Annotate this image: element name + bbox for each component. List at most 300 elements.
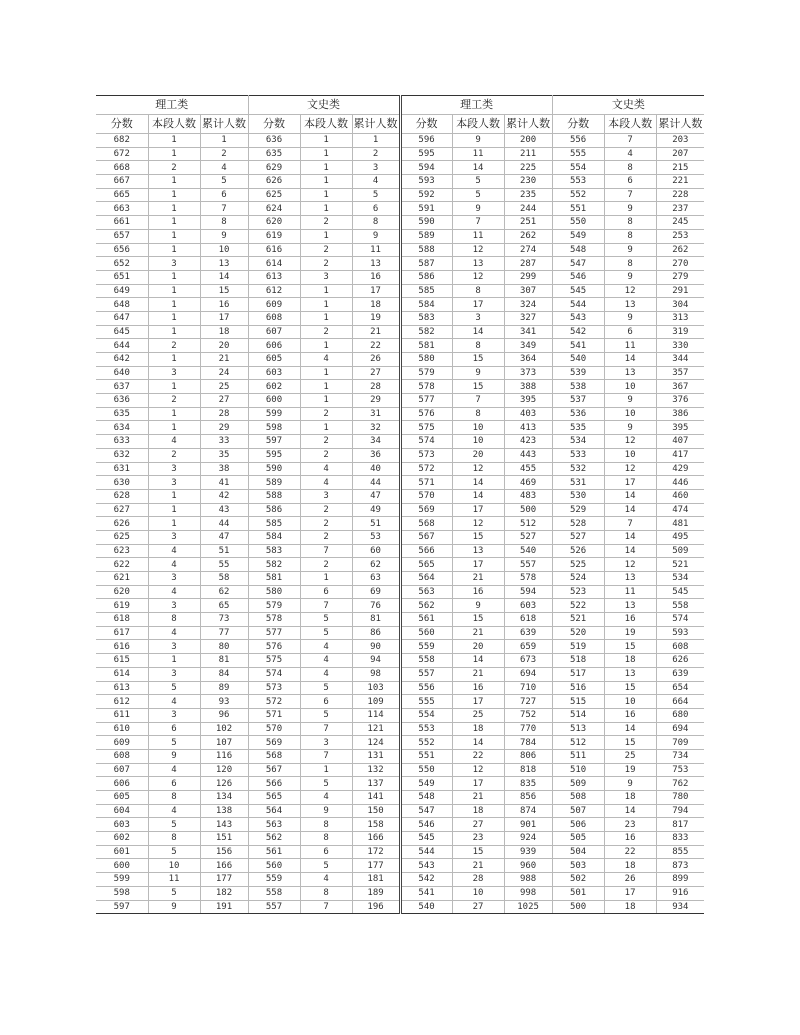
cell-count: 2 xyxy=(148,448,200,462)
cell-score: 544 xyxy=(400,845,452,859)
cell-score: 549 xyxy=(552,229,604,243)
col-header-cumulative: 累计人数 xyxy=(656,115,704,134)
cell-cumulative: 594 xyxy=(504,585,552,599)
cell-count: 8 xyxy=(148,791,200,805)
cell-count: 5 xyxy=(148,886,200,900)
cell-count: 2 xyxy=(300,325,352,339)
cell-count: 14 xyxy=(452,654,504,668)
cell-cumulative: 319 xyxy=(656,325,704,339)
cell-score: 592 xyxy=(400,188,452,202)
cell-count: 1 xyxy=(148,517,200,531)
cell-cumulative: 43 xyxy=(200,503,248,517)
cell-score: 551 xyxy=(400,749,452,763)
cell-cumulative: 299 xyxy=(504,270,552,284)
cell-count: 15 xyxy=(452,380,504,394)
cell-cumulative: 5 xyxy=(352,188,400,202)
cell-count: 1 xyxy=(300,763,352,777)
cell-count: 12 xyxy=(452,763,504,777)
cell-score: 550 xyxy=(552,216,604,230)
cell-count: 1 xyxy=(148,654,200,668)
table-row xyxy=(96,339,704,353)
cell-cumulative: 166 xyxy=(200,859,248,873)
cell-count: 1 xyxy=(300,202,352,216)
cell-cumulative: 527 xyxy=(504,530,552,544)
cell-score: 608 xyxy=(248,311,300,325)
cell-score: 630 xyxy=(96,476,148,490)
cell-count: 1 xyxy=(300,188,352,202)
cell-cumulative: 307 xyxy=(504,284,552,298)
cell-count: 4 xyxy=(300,791,352,805)
cell-count: 9 xyxy=(452,202,504,216)
table-row xyxy=(96,462,704,476)
cell-count: 10 xyxy=(604,380,656,394)
cell-cumulative: 177 xyxy=(200,873,248,887)
cell-score: 672 xyxy=(96,147,148,161)
cell-score: 599 xyxy=(248,407,300,421)
cell-count: 8 xyxy=(300,832,352,846)
cell-score: 551 xyxy=(552,202,604,216)
cell-count: 1 xyxy=(148,134,200,148)
cell-count: 5 xyxy=(452,188,504,202)
cell-cumulative: 114 xyxy=(352,708,400,722)
cell-cumulative: 7 xyxy=(200,202,248,216)
cell-count: 12 xyxy=(452,517,504,531)
cell-count: 12 xyxy=(452,270,504,284)
cell-cumulative: 126 xyxy=(200,777,248,791)
cell-cumulative: 806 xyxy=(504,749,552,763)
cell-cumulative: 134 xyxy=(200,791,248,805)
cell-score: 628 xyxy=(96,489,148,503)
cell-cumulative: 855 xyxy=(656,845,704,859)
cell-score: 519 xyxy=(552,640,604,654)
cell-score: 550 xyxy=(400,763,452,777)
cell-count: 2 xyxy=(300,503,352,517)
cell-cumulative: 63 xyxy=(352,572,400,586)
cell-score: 502 xyxy=(552,873,604,887)
cell-count: 16 xyxy=(604,613,656,627)
cell-score: 600 xyxy=(96,859,148,873)
cell-cumulative: 69 xyxy=(352,585,400,599)
cell-score: 637 xyxy=(96,380,148,394)
cell-count: 4 xyxy=(300,640,352,654)
cell-count: 12 xyxy=(452,462,504,476)
cell-cumulative: 137 xyxy=(352,777,400,791)
cell-cumulative: 324 xyxy=(504,298,552,312)
cell-count: 1 xyxy=(300,366,352,380)
col-header-cumulative: 累计人数 xyxy=(504,115,552,134)
cell-count: 1 xyxy=(300,380,352,394)
cell-score: 533 xyxy=(552,448,604,462)
table-row xyxy=(96,188,704,202)
cell-count: 3 xyxy=(300,489,352,503)
cell-score: 598 xyxy=(248,421,300,435)
cell-cumulative: 901 xyxy=(504,818,552,832)
cell-cumulative: 593 xyxy=(656,626,704,640)
cell-score: 645 xyxy=(96,325,148,339)
table-row xyxy=(96,530,704,544)
cell-cumulative: 22 xyxy=(352,339,400,353)
group-header-row xyxy=(96,96,704,115)
cell-score: 530 xyxy=(552,489,604,503)
cell-score: 572 xyxy=(248,695,300,709)
cell-count: 1 xyxy=(148,421,200,435)
table-row xyxy=(96,134,704,148)
cell-score: 588 xyxy=(248,489,300,503)
cell-cumulative: 710 xyxy=(504,681,552,695)
cell-score: 649 xyxy=(96,284,148,298)
cell-count: 18 xyxy=(604,859,656,873)
cell-count: 12 xyxy=(604,462,656,476)
cell-score: 585 xyxy=(400,284,452,298)
cell-score: 586 xyxy=(400,270,452,284)
cell-cumulative: 230 xyxy=(504,175,552,189)
cell-cumulative: 13 xyxy=(352,257,400,271)
cell-cumulative: 664 xyxy=(656,695,704,709)
cell-cumulative: 166 xyxy=(352,832,400,846)
cell-count: 7 xyxy=(300,722,352,736)
cell-count: 12 xyxy=(604,284,656,298)
cell-cumulative: 578 xyxy=(504,572,552,586)
cell-cumulative: 1 xyxy=(200,134,248,148)
cell-cumulative: 10 xyxy=(200,243,248,257)
cell-score: 561 xyxy=(400,613,452,627)
col-header-score: 分数 xyxy=(400,115,452,134)
cell-score: 537 xyxy=(552,394,604,408)
cell-count: 18 xyxy=(604,654,656,668)
cell-cumulative: 138 xyxy=(200,804,248,818)
cell-cumulative: 8 xyxy=(352,216,400,230)
cell-cumulative: 423 xyxy=(504,435,552,449)
cell-cumulative: 200 xyxy=(504,134,552,148)
cell-cumulative: 26 xyxy=(352,353,400,367)
cell-cumulative: 9 xyxy=(200,229,248,243)
cell-score: 606 xyxy=(248,339,300,353)
cell-cumulative: 469 xyxy=(504,476,552,490)
cell-cumulative: 270 xyxy=(656,257,704,271)
cell-score: 613 xyxy=(248,270,300,284)
table-row xyxy=(96,243,704,257)
cell-cumulative: 33 xyxy=(200,435,248,449)
cell-count: 10 xyxy=(148,859,200,873)
cell-score: 568 xyxy=(248,749,300,763)
cell-score: 561 xyxy=(248,845,300,859)
table-row xyxy=(96,749,704,763)
cell-count: 8 xyxy=(452,407,504,421)
cell-count: 6 xyxy=(300,695,352,709)
cell-count: 4 xyxy=(300,667,352,681)
cell-score: 510 xyxy=(552,763,604,777)
cell-score: 503 xyxy=(552,859,604,873)
cell-cumulative: 44 xyxy=(200,517,248,531)
cell-score: 501 xyxy=(552,886,604,900)
cell-score: 603 xyxy=(96,818,148,832)
cell-cumulative: 376 xyxy=(656,394,704,408)
cell-cumulative: 262 xyxy=(504,229,552,243)
cell-count: 5 xyxy=(148,845,200,859)
cell-cumulative: 53 xyxy=(352,530,400,544)
cell-cumulative: 794 xyxy=(656,804,704,818)
cell-cumulative: 15 xyxy=(200,284,248,298)
cell-count: 1 xyxy=(300,175,352,189)
cell-count: 3 xyxy=(300,736,352,750)
table-row xyxy=(96,366,704,380)
cell-cumulative: 65 xyxy=(200,599,248,613)
table-row xyxy=(96,832,704,846)
cell-cumulative: 694 xyxy=(656,722,704,736)
cell-score: 617 xyxy=(96,626,148,640)
cell-score: 599 xyxy=(96,873,148,887)
cell-score: 596 xyxy=(400,134,452,148)
cell-score: 583 xyxy=(248,544,300,558)
cell-count: 14 xyxy=(452,489,504,503)
cell-score: 582 xyxy=(400,325,452,339)
cell-score: 593 xyxy=(400,175,452,189)
cell-count: 3 xyxy=(148,667,200,681)
cell-count: 4 xyxy=(148,585,200,599)
cell-cumulative: 120 xyxy=(200,763,248,777)
cell-score: 575 xyxy=(248,654,300,668)
cell-score: 526 xyxy=(552,544,604,558)
cell-cumulative: 545 xyxy=(656,585,704,599)
cell-cumulative: 14 xyxy=(200,270,248,284)
cell-cumulative: 16 xyxy=(200,298,248,312)
cell-cumulative: 107 xyxy=(200,736,248,750)
cell-count: 17 xyxy=(452,558,504,572)
table-row xyxy=(96,708,704,722)
cell-count: 1 xyxy=(148,147,200,161)
cell-score: 546 xyxy=(552,270,604,284)
table-row xyxy=(96,626,704,640)
cell-cumulative: 11 xyxy=(352,243,400,257)
cell-cumulative: 80 xyxy=(200,640,248,654)
cell-cumulative: 27 xyxy=(200,394,248,408)
cell-score: 564 xyxy=(248,804,300,818)
cell-score: 555 xyxy=(400,695,452,709)
cell-score: 505 xyxy=(552,832,604,846)
cell-score: 587 xyxy=(400,257,452,271)
cell-score: 562 xyxy=(400,599,452,613)
cell-score: 559 xyxy=(248,873,300,887)
cell-cumulative: 386 xyxy=(656,407,704,421)
table-row xyxy=(96,394,704,408)
cell-count: 5 xyxy=(452,175,504,189)
cell-cumulative: 116 xyxy=(200,749,248,763)
cell-count: 3 xyxy=(452,311,504,325)
cell-score: 507 xyxy=(552,804,604,818)
cell-count: 19 xyxy=(604,626,656,640)
cell-cumulative: 93 xyxy=(200,695,248,709)
cell-cumulative: 344 xyxy=(656,353,704,367)
cell-score: 579 xyxy=(400,366,452,380)
cell-score: 627 xyxy=(96,503,148,517)
cell-count: 5 xyxy=(300,613,352,627)
cell-score: 508 xyxy=(552,791,604,805)
cell-score: 547 xyxy=(552,257,604,271)
cell-score: 571 xyxy=(248,708,300,722)
cell-count: 2 xyxy=(148,394,200,408)
cell-cumulative: 1 xyxy=(352,134,400,148)
cell-cumulative: 47 xyxy=(352,489,400,503)
cell-score: 635 xyxy=(96,407,148,421)
cell-count: 2 xyxy=(300,407,352,421)
cell-score: 542 xyxy=(400,873,452,887)
cell-cumulative: 287 xyxy=(504,257,552,271)
table-row xyxy=(96,763,704,777)
cell-score: 614 xyxy=(96,667,148,681)
cell-cumulative: 709 xyxy=(656,736,704,750)
cell-cumulative: 873 xyxy=(656,859,704,873)
cell-cumulative: 446 xyxy=(656,476,704,490)
cell-cumulative: 21 xyxy=(352,325,400,339)
cell-cumulative: 727 xyxy=(504,695,552,709)
cell-count: 17 xyxy=(452,298,504,312)
cell-count: 3 xyxy=(148,366,200,380)
cell-count: 2 xyxy=(300,257,352,271)
cell-cumulative: 36 xyxy=(352,448,400,462)
cell-score: 569 xyxy=(248,736,300,750)
cell-count: 16 xyxy=(452,585,504,599)
cell-cumulative: 177 xyxy=(352,859,400,873)
cell-count: 10 xyxy=(452,421,504,435)
col-header-count: 本段人数 xyxy=(452,115,504,134)
cell-score: 578 xyxy=(400,380,452,394)
table-row xyxy=(96,421,704,435)
cell-score: 560 xyxy=(248,859,300,873)
cell-score: 575 xyxy=(400,421,452,435)
cell-cumulative: 395 xyxy=(656,421,704,435)
cell-cumulative: 58 xyxy=(200,572,248,586)
cell-count: 7 xyxy=(452,394,504,408)
cell-count: 1 xyxy=(148,325,200,339)
cell-cumulative: 770 xyxy=(504,722,552,736)
cell-score: 633 xyxy=(96,435,148,449)
cell-count: 6 xyxy=(300,845,352,859)
table-row xyxy=(96,311,704,325)
cell-cumulative: 540 xyxy=(504,544,552,558)
group-header-like: 理工类 xyxy=(400,96,552,115)
cell-count: 3 xyxy=(148,530,200,544)
cell-count: 22 xyxy=(604,845,656,859)
col-header-count: 本段人数 xyxy=(148,115,200,134)
cell-cumulative: 40 xyxy=(352,462,400,476)
cell-cumulative: 680 xyxy=(656,708,704,722)
cell-count: 14 xyxy=(604,544,656,558)
cell-cumulative: 934 xyxy=(656,900,704,914)
cell-count: 1 xyxy=(300,394,352,408)
cell-count: 1 xyxy=(148,489,200,503)
cell-cumulative: 18 xyxy=(352,298,400,312)
table-row xyxy=(96,818,704,832)
cell-score: 553 xyxy=(552,175,604,189)
cell-score: 682 xyxy=(96,134,148,148)
table-row xyxy=(96,777,704,791)
cell-score: 607 xyxy=(96,763,148,777)
cell-count: 7 xyxy=(604,188,656,202)
cell-score: 667 xyxy=(96,175,148,189)
cell-score: 545 xyxy=(400,832,452,846)
cell-count: 11 xyxy=(452,147,504,161)
cell-count: 9 xyxy=(452,134,504,148)
table-row xyxy=(96,873,704,887)
table-row xyxy=(96,503,704,517)
cell-count: 1 xyxy=(148,175,200,189)
cell-count: 1 xyxy=(300,421,352,435)
cell-score: 516 xyxy=(552,681,604,695)
cell-count: 9 xyxy=(148,749,200,763)
cell-cumulative: 13 xyxy=(200,257,248,271)
cell-cumulative: 762 xyxy=(656,777,704,791)
cell-count: 1 xyxy=(148,503,200,517)
cell-score: 619 xyxy=(248,229,300,243)
col-header-score: 分数 xyxy=(552,115,604,134)
cell-count: 1 xyxy=(148,216,200,230)
table-row xyxy=(96,380,704,394)
cell-count: 2 xyxy=(300,517,352,531)
cell-score: 652 xyxy=(96,257,148,271)
cell-cumulative: 109 xyxy=(352,695,400,709)
cell-score: 557 xyxy=(400,667,452,681)
cell-count: 8 xyxy=(604,161,656,175)
table-row xyxy=(96,859,704,873)
cell-score: 620 xyxy=(96,585,148,599)
cell-score: 542 xyxy=(552,325,604,339)
cell-cumulative: 19 xyxy=(352,311,400,325)
cell-score: 558 xyxy=(248,886,300,900)
cell-cumulative: 443 xyxy=(504,448,552,462)
cell-cumulative: 96 xyxy=(200,708,248,722)
cell-score: 580 xyxy=(248,585,300,599)
cell-count: 10 xyxy=(452,886,504,900)
cell-score: 557 xyxy=(248,900,300,914)
cell-count: 2 xyxy=(300,448,352,462)
cell-cumulative: 417 xyxy=(656,448,704,462)
cell-cumulative: 60 xyxy=(352,544,400,558)
cell-score: 511 xyxy=(552,749,604,763)
cell-cumulative: 262 xyxy=(656,243,704,257)
cell-score: 603 xyxy=(248,366,300,380)
cell-cumulative: 780 xyxy=(656,791,704,805)
cell-count: 1 xyxy=(148,284,200,298)
cell-cumulative: 21 xyxy=(200,353,248,367)
cell-cumulative: 874 xyxy=(504,804,552,818)
cell-count: 10 xyxy=(604,695,656,709)
cell-count: 13 xyxy=(604,667,656,681)
cell-cumulative: 694 xyxy=(504,667,552,681)
col-header-cumulative: 累计人数 xyxy=(200,115,248,134)
cell-count: 6 xyxy=(148,722,200,736)
cell-score: 625 xyxy=(248,188,300,202)
cell-count: 7 xyxy=(300,544,352,558)
table-row xyxy=(96,695,704,709)
cell-count: 1 xyxy=(300,134,352,148)
cell-score: 589 xyxy=(400,229,452,243)
cell-count: 6 xyxy=(604,325,656,339)
cell-score: 629 xyxy=(248,161,300,175)
cell-score: 517 xyxy=(552,667,604,681)
cell-count: 15 xyxy=(604,736,656,750)
cell-cumulative: 225 xyxy=(504,161,552,175)
cell-cumulative: 98 xyxy=(352,667,400,681)
cell-cumulative: 495 xyxy=(656,530,704,544)
cell-count: 5 xyxy=(300,708,352,722)
cell-score: 608 xyxy=(96,749,148,763)
table-row xyxy=(96,886,704,900)
cell-cumulative: 132 xyxy=(352,763,400,777)
table-row xyxy=(96,353,704,367)
cell-cumulative: 373 xyxy=(504,366,552,380)
cell-score: 500 xyxy=(552,900,604,914)
cell-count: 2 xyxy=(148,161,200,175)
